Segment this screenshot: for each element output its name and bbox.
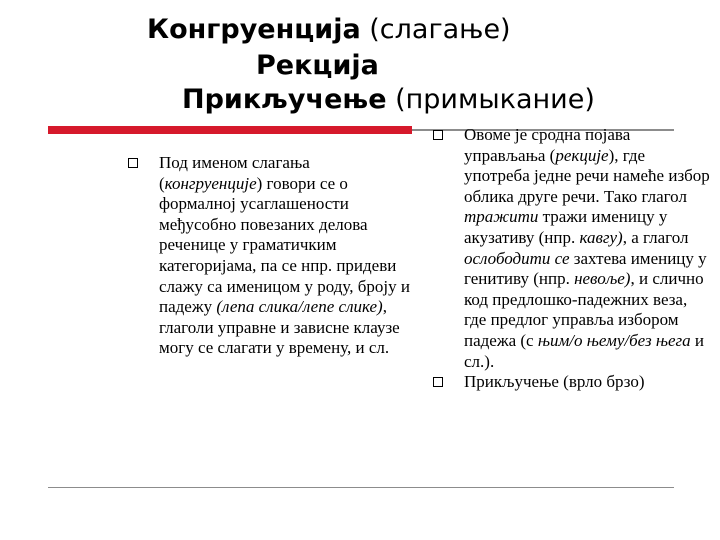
- italic-example-text: конгруенције: [164, 173, 257, 193]
- text-segment: ) говори се о формалној усаглашености међусобно повезаних делова реченице у граматичким категоријама, па се нпр. придеви слажу са именицом у роду, броју и падежу: [159, 173, 410, 317]
- italic-example-text: невоље): [574, 269, 631, 289]
- text-segment: , глаголи управне и зависне клаузе могу се слагати у времену, и сл.: [159, 297, 400, 358]
- hollow-square-bullet-icon: [433, 377, 443, 387]
- italic-example-text: рекције: [555, 145, 609, 165]
- title-rection-term: Рекција: [256, 50, 379, 81]
- italic-example-text: (лепа слика/лепе слике): [216, 297, 383, 317]
- red-divider-rule: [48, 126, 412, 134]
- bullet-text: [159, 153, 412, 359]
- title-line-congruence: [147, 14, 511, 46]
- italic-example-text: њим/о њему/без њега: [537, 330, 691, 350]
- text-segment: , а глагол: [622, 227, 689, 247]
- title-adjunction-gloss: (примыкание): [386, 84, 595, 115]
- italic-example-text: ослободити се: [464, 248, 570, 268]
- bullet-list-item: [433, 372, 711, 393]
- text-segment: и сл.).: [464, 330, 705, 371]
- text-segment: захтева именицу у генитиву (нпр.: [464, 248, 707, 289]
- text-segment: ), где употреба једне речи намеће избор облика друге речи. Тако глагол: [464, 145, 710, 206]
- bullet-text: [464, 372, 711, 393]
- hollow-square-bullet-icon: [128, 158, 138, 168]
- title-line-rection: [256, 50, 379, 82]
- left-text-column: [128, 153, 412, 359]
- right-text-column: [433, 125, 711, 393]
- bullet-list-item: [128, 153, 412, 359]
- text-segment: , и слично код предлошко-падежних веза, где предлог управља избором падежа (с: [464, 269, 704, 350]
- bullet-list-item: [433, 125, 711, 372]
- italic-example-text: тражити: [464, 207, 539, 227]
- text-segment: тражи именицу у акузативу (нпр.: [464, 207, 668, 247]
- title-congruence-gloss: (слагање): [360, 14, 511, 45]
- title-line-adjunction: [182, 84, 595, 116]
- title-congruence-term: Конгруенција: [147, 14, 361, 45]
- hollow-square-bullet-icon: [433, 130, 443, 140]
- text-segment: Овоме је сродна појава управљања (: [464, 125, 631, 165]
- bullet-text: [464, 125, 711, 372]
- gray-divider-rule-bottom: [48, 487, 674, 488]
- text-segment: Прикључење (врло брзо): [464, 372, 645, 392]
- title-adjunction-term: Прикључење: [182, 84, 387, 115]
- italic-example-text: кавгу): [579, 227, 623, 247]
- text-segment: Под именом слагања (: [159, 153, 310, 193]
